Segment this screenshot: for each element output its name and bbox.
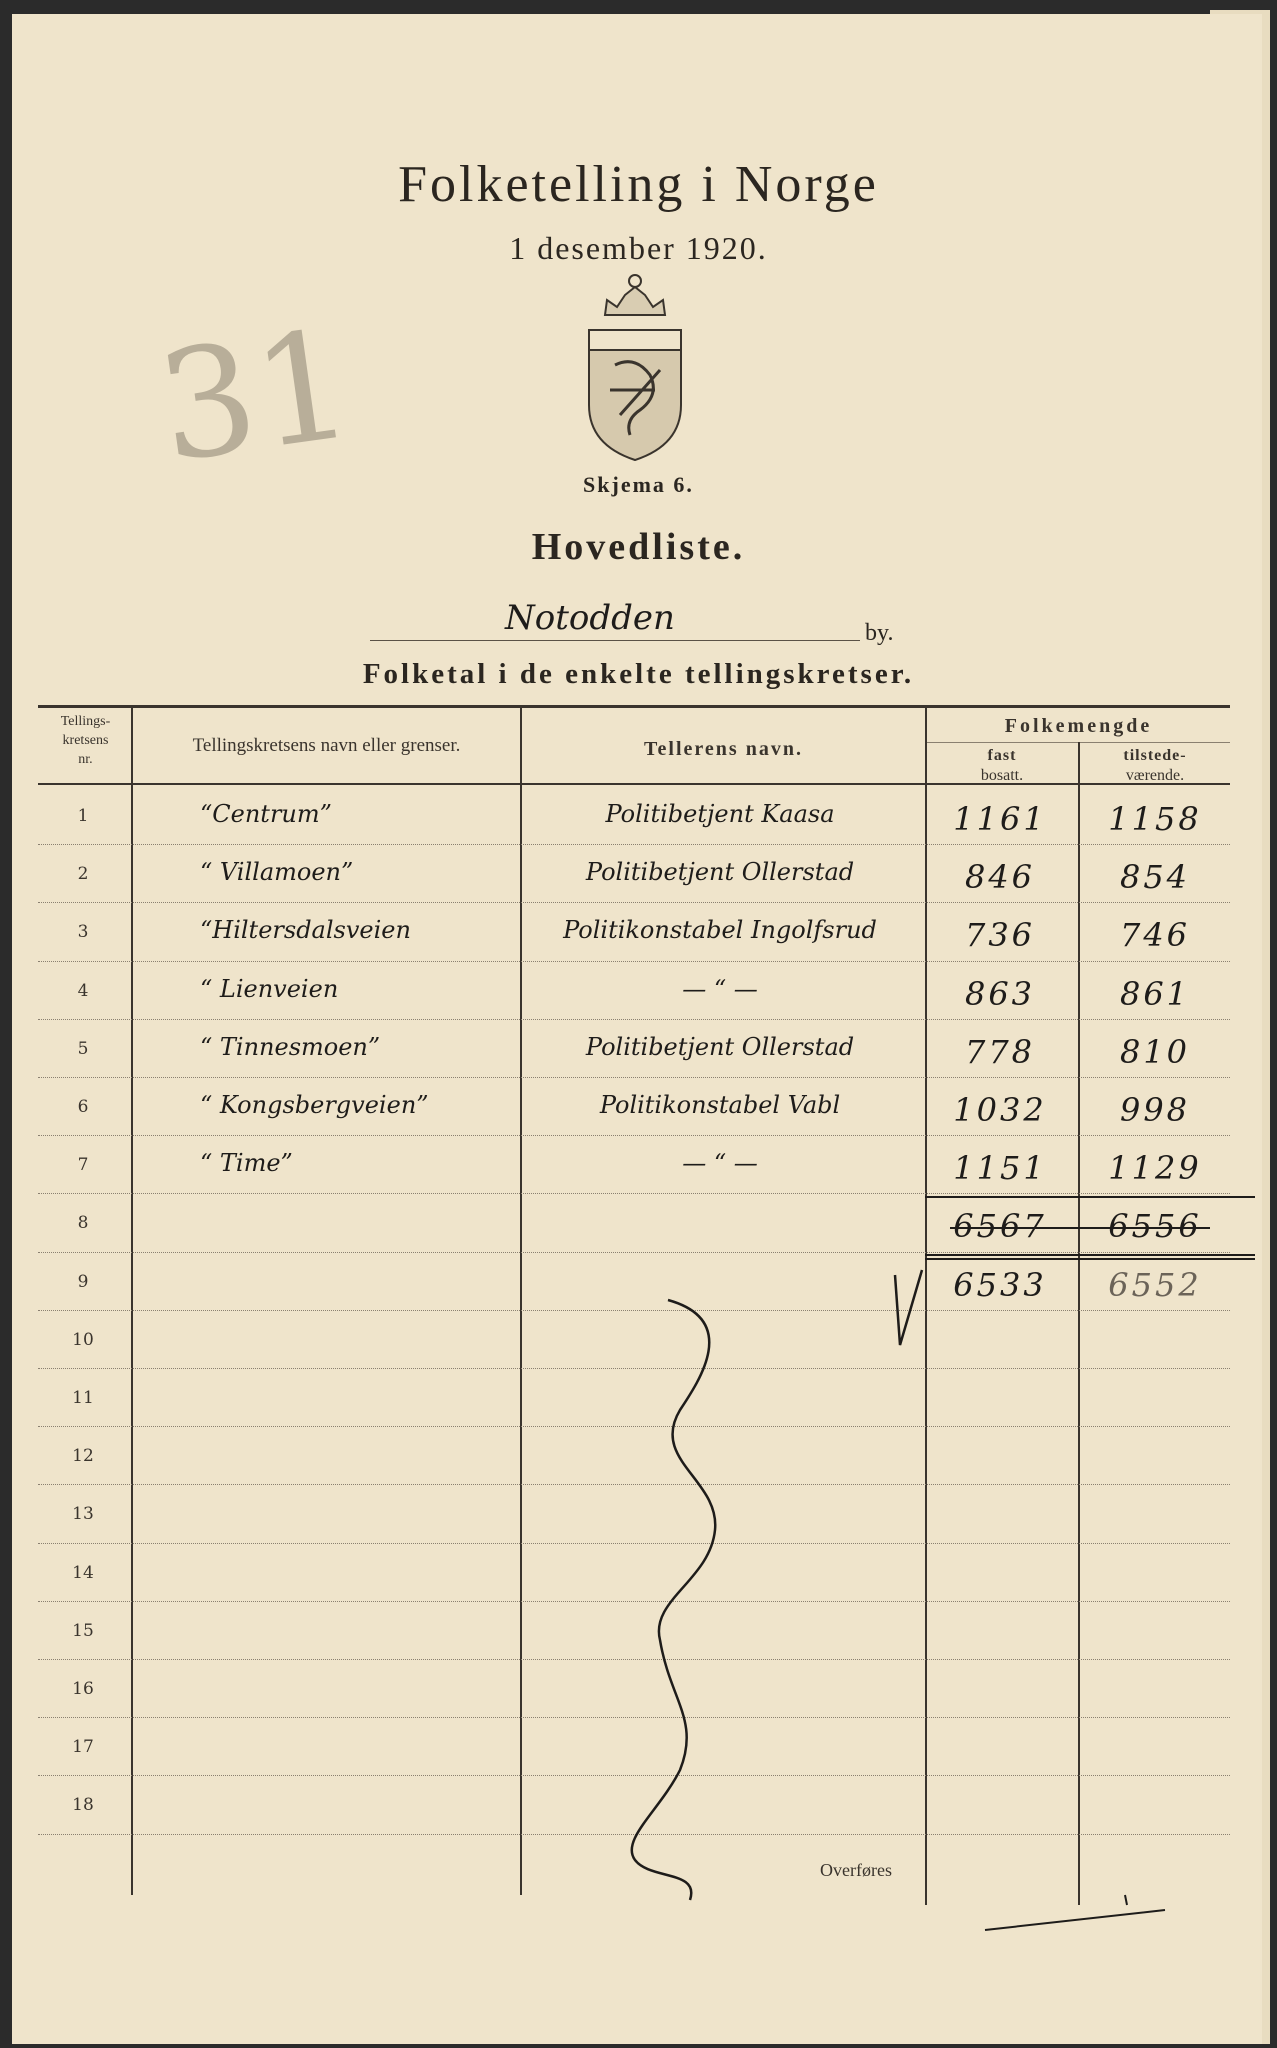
row-rule — [38, 1310, 1230, 1311]
row-resident-count: 1151 — [953, 1149, 1047, 1188]
row-rule — [38, 1193, 1230, 1194]
row-counter-name: — “ — — [682, 1149, 758, 1178]
row-present-count: 810 — [1119, 1032, 1191, 1071]
row-number: 6 — [77, 1097, 89, 1117]
row-district-name: “ Villamoen” — [200, 858, 354, 887]
row-counter-name: Politibetjent Ollerstad — [585, 1032, 855, 1061]
row-present-count: 746 — [1119, 916, 1191, 955]
row-number: 14 — [72, 1562, 94, 1583]
col-divider-4 — [1078, 742, 1080, 1905]
sum-rule-top — [925, 1196, 1255, 1198]
row-resident-count: 778 — [964, 1032, 1036, 1071]
carry-over-label: Overføres — [820, 1860, 892, 1880]
row-present-count: 6556 — [1108, 1207, 1202, 1246]
row-counter-name: Politikonstabel Ingolfsrud — [563, 916, 877, 945]
row-number: 18 — [72, 1795, 94, 1816]
city-name-handwritten: Notodden — [505, 598, 675, 638]
row-rule — [38, 1019, 1230, 1020]
col-header-present — [1080, 746, 1230, 786]
col-header-name: Tellingskretsens navn eller grenser. — [192, 735, 461, 756]
row-resident-count: 1161 — [953, 800, 1047, 838]
city-suffix: by. — [865, 620, 894, 646]
row-counter-name: Politibetjent Ollerstad — [585, 858, 855, 887]
row-rule — [38, 1484, 1230, 1485]
col-header-resident-line2: bosatt. — [980, 767, 1024, 784]
row-number: 9 — [77, 1271, 89, 1292]
row-rule — [38, 1601, 1230, 1602]
row-number: 10 — [72, 1329, 94, 1350]
row-resident-count: 1032 — [953, 1091, 1047, 1129]
row-number: 1 — [77, 806, 89, 826]
row-number: 16 — [72, 1679, 94, 1699]
col-header-nr-line1: Tellings- — [60, 714, 111, 729]
col-header-counter: Tellerens navn. — [644, 738, 803, 760]
col-header-population: Folkemengde — [1004, 715, 1153, 737]
table-subtitle: Folketal i de enkelte tellingskretser. — [362, 658, 915, 690]
row-rule — [38, 1135, 1230, 1136]
row-number: 11 — [72, 1388, 94, 1408]
row-rule — [38, 902, 1230, 903]
row-district-name: “ Tinnesmoen” — [200, 1032, 381, 1061]
page-title: Folketelling i Norge — [398, 156, 879, 213]
row-district-name: “ Lienveien — [200, 974, 339, 1003]
row-resident-count: 6533 — [953, 1265, 1047, 1304]
row-number: 17 — [72, 1737, 94, 1758]
col-header-nr — [38, 712, 133, 769]
row-rule — [38, 1077, 1230, 1078]
row-number: 4 — [77, 980, 89, 1001]
col-header-present-line1: tilstede- — [1123, 747, 1187, 764]
row-district-name: “Hiltersdalsveien — [200, 916, 411, 945]
struck-total-line — [950, 1227, 1210, 1229]
row-counter-name: Politikonstabel Vabl — [599, 1091, 841, 1119]
row-resident-count: 846 — [964, 858, 1036, 897]
row-present-count: 861 — [1119, 974, 1191, 1013]
row-number: 3 — [77, 922, 89, 943]
city-underline — [370, 640, 860, 641]
row-rule — [38, 844, 1230, 845]
row-number: 5 — [77, 1038, 89, 1059]
row-resident-count: 863 — [964, 974, 1036, 1013]
row-present-count: 998 — [1119, 1091, 1191, 1129]
col-header-nr-line3: nr. — [78, 752, 93, 767]
list-title: Hovedliste. — [531, 526, 746, 568]
row-number: 12 — [72, 1446, 94, 1467]
row-rule — [38, 1426, 1230, 1427]
row-resident-count: 6567 — [953, 1207, 1047, 1246]
row-rule — [38, 1368, 1230, 1369]
row-number: 2 — [77, 864, 89, 885]
row-present-count: 1129 — [1108, 1149, 1202, 1188]
row-district-name: “ Kongsbergveien” — [200, 1091, 429, 1119]
row-present-count: 854 — [1119, 858, 1191, 897]
row-rule — [38, 1717, 1230, 1718]
form-number: Skjema 6. — [583, 472, 694, 497]
row-rule — [38, 961, 1230, 962]
margin-note-handwritten: 31 — [148, 297, 363, 497]
col-header-nr-line2: kretsens — [62, 733, 109, 748]
row-number: 7 — [77, 1155, 89, 1176]
row-resident-count: 736 — [964, 916, 1036, 955]
col-header-resident-line1: fast — [987, 747, 1017, 764]
row-rule — [38, 1659, 1230, 1660]
row-counter-name: — “ — — [682, 974, 758, 1003]
row-present-count: 6552 — [1108, 1265, 1202, 1304]
col-header-resident — [927, 746, 1077, 786]
col-divider-3 — [925, 705, 927, 1905]
col-header-present-line2: værende. — [1125, 767, 1185, 784]
census-date: 1 desember 1920. — [509, 230, 768, 266]
sum-rule-bottom-2 — [925, 1258, 1255, 1260]
row-rule — [38, 1252, 1230, 1253]
row-district-name: “ Time” — [200, 1149, 293, 1178]
row-number: 15 — [72, 1620, 94, 1641]
row-rule — [38, 1543, 1230, 1544]
row-counter-name: Politibetjent Kaasa — [605, 800, 835, 828]
row-rule — [38, 1834, 1230, 1835]
row-present-count: 1158 — [1108, 800, 1202, 838]
row-district-name: “Centrum” — [200, 800, 332, 828]
sum-rule-bottom — [925, 1254, 1255, 1256]
table-top-rule — [38, 705, 1230, 708]
row-rule — [38, 1775, 1230, 1776]
row-number: 13 — [72, 1504, 94, 1525]
row-number: 8 — [77, 1213, 89, 1234]
